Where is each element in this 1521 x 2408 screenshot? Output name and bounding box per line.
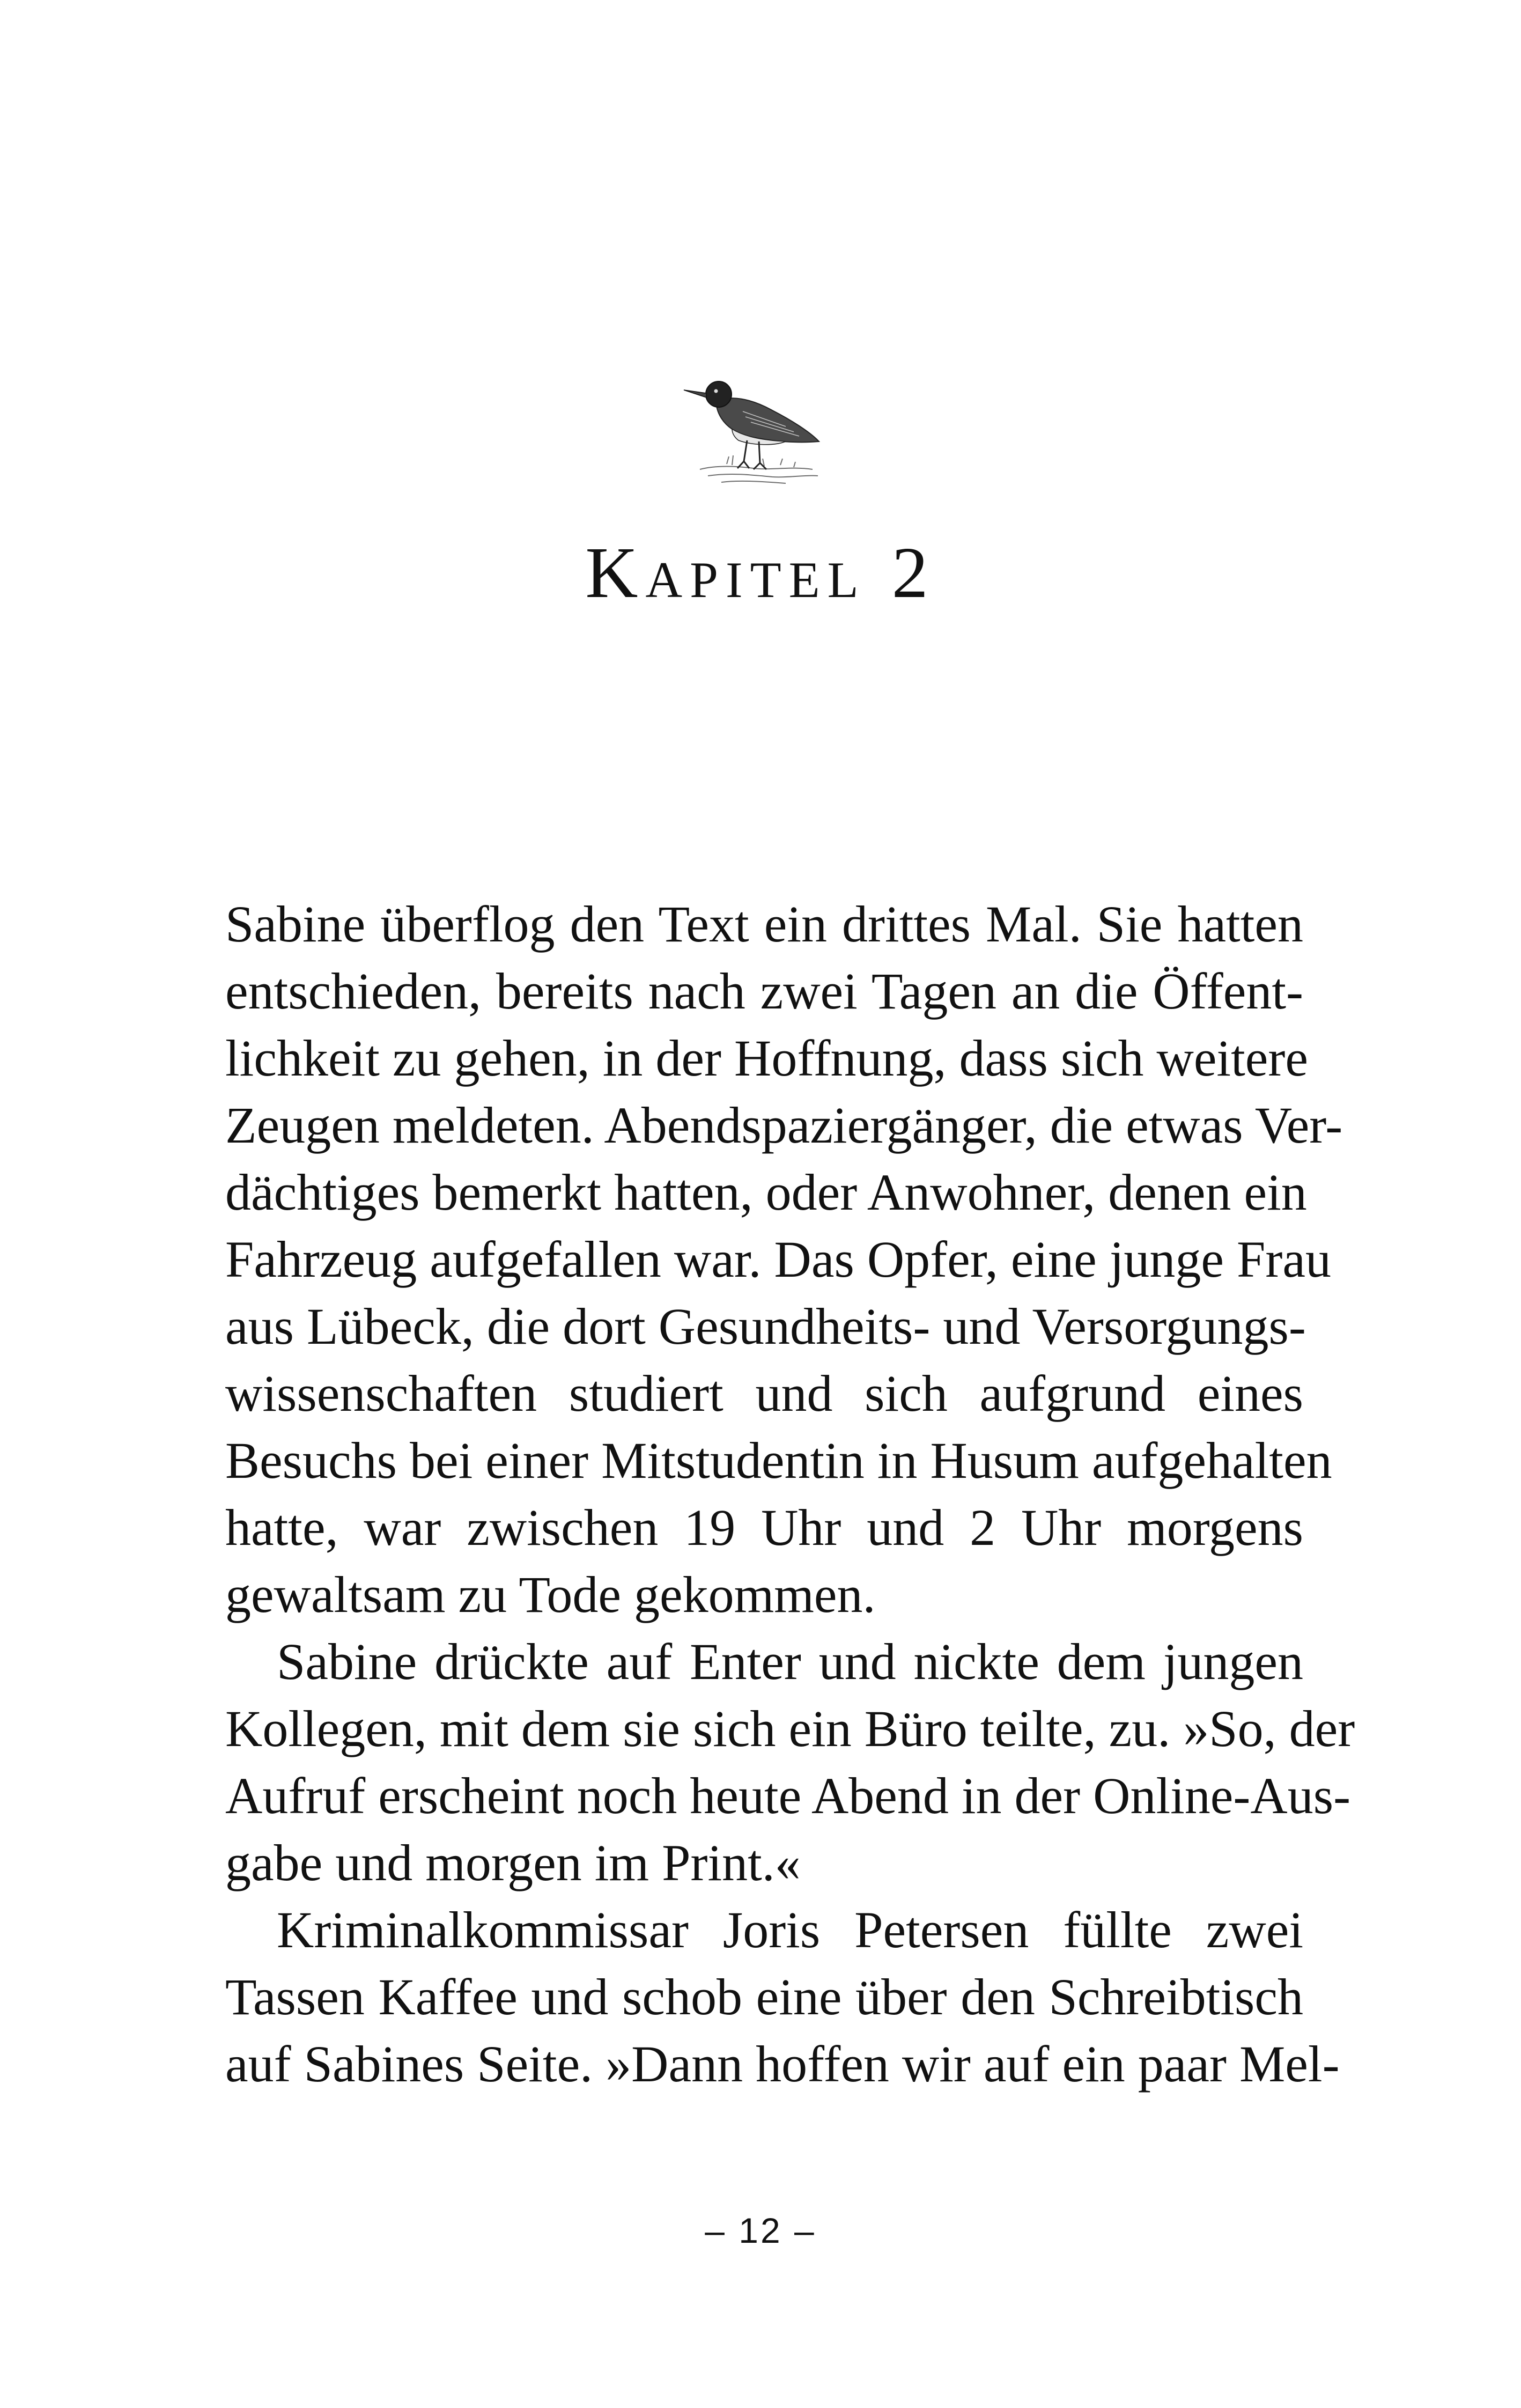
- text-line: hatte, war zwischen 19 Uhr und 2 Uhr morgens: [225, 1499, 1303, 1556]
- chapter-title: Kapitel 2: [585, 533, 936, 613]
- paragraph: [225, 1628, 1303, 1695]
- paragraph-continuation: [225, 1963, 1340, 2097]
- text-line: entschieden, bereits nach zwei Tagen an die Öffent-: [225, 962, 1303, 1020]
- text-line: dächtiges bemerkt hatten, oder Anwohner, denen ein: [225, 1164, 1307, 1221]
- text-line: auf Sabines Seite. »Dann hoffen wir auf ein paar Mel-: [225, 2035, 1340, 2093]
- bird-ornament-icon: [678, 351, 839, 491]
- text-line: Kriminalkommissar Joris Petersen füllte zwei: [277, 1901, 1303, 1958]
- text-line: wissenschaften studiert und sich aufgrund eines: [225, 1365, 1303, 1422]
- page-number: – 12 –: [705, 2211, 816, 2250]
- text-line: Aufruf erscheint noch heute Abend in der Online-Aus-: [225, 1767, 1351, 1824]
- text-line: Kollegen, mit dem sie sich ein Büro teilte, zu. »So, der: [225, 1700, 1355, 1757]
- text-line: Zeugen meldeten. Abendspaziergänger, die etwas Ver-: [225, 1096, 1343, 1154]
- text-line: Besuchs bei einer Mitstudentin in Husum aufgehalten: [225, 1432, 1332, 1489]
- text-line: lichkeit zu gehen, in der Hoffnung, dass sich weitere: [225, 1029, 1308, 1087]
- text-line: Tassen Kaffee und schob eine über den Schreibtisch: [225, 1968, 1303, 2026]
- text-line: Sabine überflog den Text ein drittes Mal. Sie hatten: [225, 895, 1303, 953]
- text-line: Fahrzeug aufgefallen war. Das Opfer, eine junge Frau: [225, 1231, 1331, 1288]
- text-line: Sabine drückte auf Enter und nickte dem jungen: [277, 1633, 1303, 1690]
- paragraph: [225, 890, 1343, 1628]
- body-text: [225, 890, 1355, 2097]
- text-line: gewaltsam zu Tode gekommen.: [225, 1566, 876, 1623]
- paragraph-continuation: [225, 1695, 1355, 1896]
- text-line: aus Lübeck, die dort Gesundheits- und Versorgungs-: [225, 1298, 1306, 1355]
- text-line: gabe und morgen im Print.«: [225, 1834, 801, 1891]
- paragraph: [225, 1896, 1303, 1963]
